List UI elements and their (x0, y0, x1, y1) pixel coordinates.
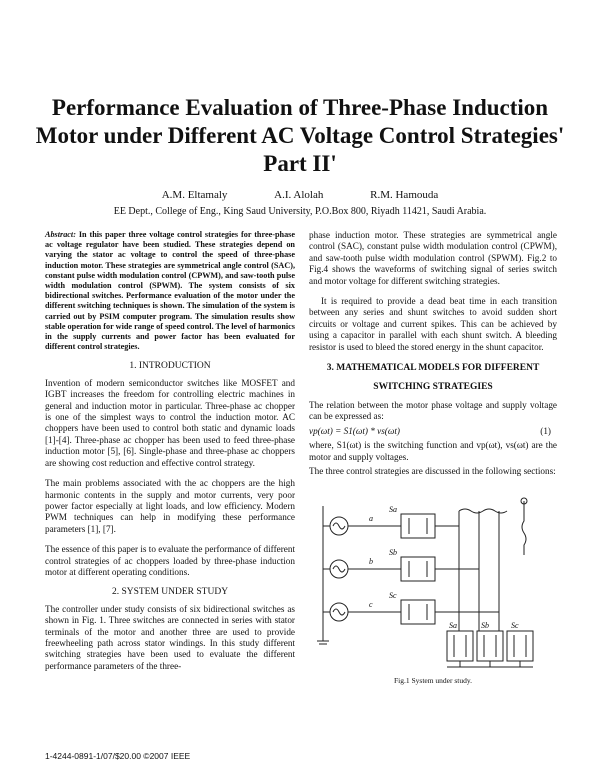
paragraph: phase induction motor. These strategies are symmetrical angle control (SAC), constant pulse width modulation control (CPWM), and saw-tooth pulse width modulation control (SPWM). Fig.2 to Fig.4 shows the waveforms of switching signal of series switch and motor voltage for different switching strategies. (309, 230, 557, 286)
equation-text: vp(ωt) = S1(ωt) * vs(ωt) (309, 425, 400, 436)
equation-number: (1) (540, 425, 551, 436)
switch-label-a: Sa (389, 505, 397, 515)
phase-label-c: c (369, 600, 373, 610)
switch-label-c: Sc (389, 591, 397, 601)
paragraph: where, S1(ωt) is the switching function and vp(ωt), vs(ωt) are the motor and supply voltages. (309, 440, 557, 462)
abstract-text: In this paper three voltage control strategies for three-phase ac voltage regulator have been studied. These strategies depend on varying the stator ac voltage to control the speed of three-phase induction motor. These strategies are symmetrical angle control (SAC), constant pulse width modulation control (CPWM), and saw-tooth pulse width modulation control (SPWM). The system consists of six bidirectional switches. Performance evaluation of the motor under the different switching techniques is shown. The simulation of the system is carried out by PSIM computer program. The simulation results show stable operation for wide range of speed control. The level of harmonics in the supply currents and power factor has been evaluated for different control strategies. (45, 230, 295, 352)
section-heading-line: 3. MATHEMATICAL MODELS FOR DIFFERENT (326, 363, 540, 374)
section-heading-line: SWITCHING STRATEGIES (373, 382, 493, 393)
phase-label-a: a (369, 514, 373, 524)
shunt-label-b: Sb (481, 621, 489, 631)
section-heading-models (309, 363, 557, 394)
paragraph: The relation between the motor phase voltage and supply voltage can be expressed as: (309, 399, 557, 422)
paragraph: The controller under study consists of six bidirectional switches as shown in Fig. 1. Three switches are connected in series with stator terminals of the motor and another three are used to provide freewheeling path across stator windings. In this study different switching strategies have been used to evaluate the different performance parameters of the three- (45, 603, 295, 671)
paragraph: Invention of modern semiconductor switches like MOSFET and IGBT increases the freedom for controlling electric machines in general and induction motor in particular. Three-phase ac chopper is one of the simplest ways to control the induction motor. AC choppers have been used to control both static and dynamic loads [1]-[4]. Three-phase ac chopper has been used to feed three-phase induction motor [5], [6]. Single-phase and three-phase ac choppers are showing cost reduction and effective control strategy. (45, 377, 295, 468)
section-heading-introduction: 1. INTRODUCTION (129, 361, 211, 372)
author-1: A.M. Eltamaly (161, 189, 228, 201)
shunt-label-a: Sa (449, 621, 457, 631)
shunt-label-c: Sc (511, 621, 519, 631)
figure-caption: Fig.1 System under study. (393, 675, 473, 685)
abstract (45, 230, 295, 352)
switch-label-b: Sb (389, 548, 397, 558)
section-heading-system: 2. SYSTEM UNDER STUDY (111, 587, 229, 598)
affiliation: EE Dept., College of Eng., King Saud University, P.O.Box 800, Riyadh 11421, Saudi Arabia. (113, 206, 487, 217)
phase-label-b: b (369, 557, 373, 567)
left-column (45, 230, 295, 681)
author-list (0, 188, 600, 202)
footer-copyright: 1-4244-0891-1/07/$20.00 ©2007 IEEE (45, 751, 191, 761)
circuit-diagram (309, 481, 557, 676)
paragraph: The essence of this paper is to evaluate the performance of different control strategies of ac choppers loaded by three-phase induction motor at different operating conditions. (45, 544, 295, 577)
paper-title: Performance Evaluation of Three-Phase Induction Motor under Different AC Voltage Control Strategies' Part II' (35, 95, 565, 176)
figure-1 (309, 481, 557, 686)
paragraph: The main problems associated with the ac choppers are the high harmonic contents in the supply and motor currents, very poor power factor especially at light loads, and low efficiency. Modern PWM techniques can help in modifying these performance parameters [1], [7]. (45, 478, 295, 534)
paragraph: The three control strategies are discussed in the following sections: (309, 465, 556, 476)
equation-1 (309, 426, 557, 437)
author-2: A.I. Alolah (274, 189, 324, 201)
abstract-label: Abstract: (45, 230, 76, 239)
paragraph: It is required to provide a dead beat time in each transition between any series and shunt switches to avoid sudden short circuits or voltage and current spikes. This can be achieved by using a capacitor in parallel with each shunt switch. A bleeding resistor is used to bleed the stored energy in the shunt capacitor. (309, 296, 557, 352)
right-column (309, 230, 557, 686)
author-3: R.M. Hamouda (370, 189, 439, 201)
